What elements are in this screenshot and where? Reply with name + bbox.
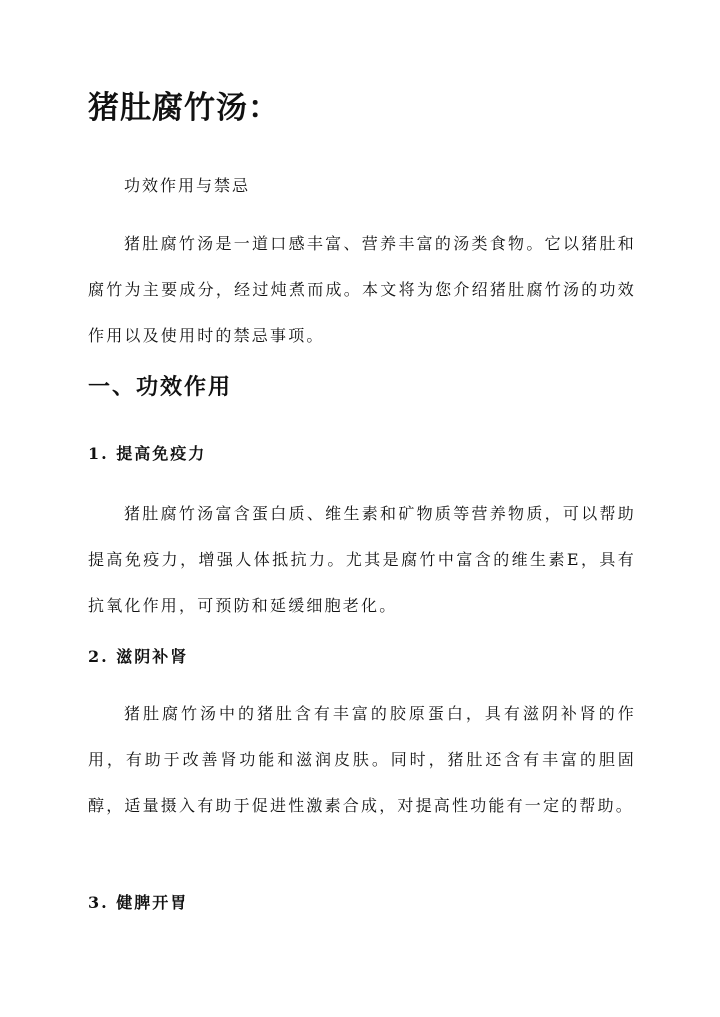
subsection-body-immunity: 猪肚腐竹汤富含蛋白质、维生素和矿物质等营养物质，可以帮助提高免疫力，增强人体抵抗力。尤其是腐竹中富含的维生素E，具有抗氧化作用，可预防和延缓细胞老化。 xyxy=(88,504,636,615)
subsection-heading-kidney: 2. 滋阴补肾 xyxy=(88,647,189,666)
section-heading: 一、功效作用 xyxy=(88,374,233,400)
document-title: 猪肚腐竹汤： xyxy=(88,90,280,126)
subsection-body-kidney: 猪肚腐竹汤中的猪肚含有丰富的胶原蛋白，具有滋阴补肾的作用，有助于改善肾功能和滋润皮肤。同时，猪肚还含有丰富的胆固醇，适量摄入有助于促进性激素合成，对提高性功能有一定的帮助。 xyxy=(88,704,636,815)
document-subtitle: 功效作用与禁忌 xyxy=(124,176,251,195)
subsection-heading-spleen: 3. 健脾开胃 xyxy=(88,893,189,912)
subsection-heading-immunity: 1. 提高免疫力 xyxy=(88,444,207,463)
intro-paragraph: 猪肚腐竹汤是一道口感丰富、营养丰富的汤类食物。它以猪肚和腐竹为主要成分，经过炖煮而成。本文将为您介绍猪肚腐竹汤的功效作用以及使用时的禁忌事项。 xyxy=(88,234,636,345)
